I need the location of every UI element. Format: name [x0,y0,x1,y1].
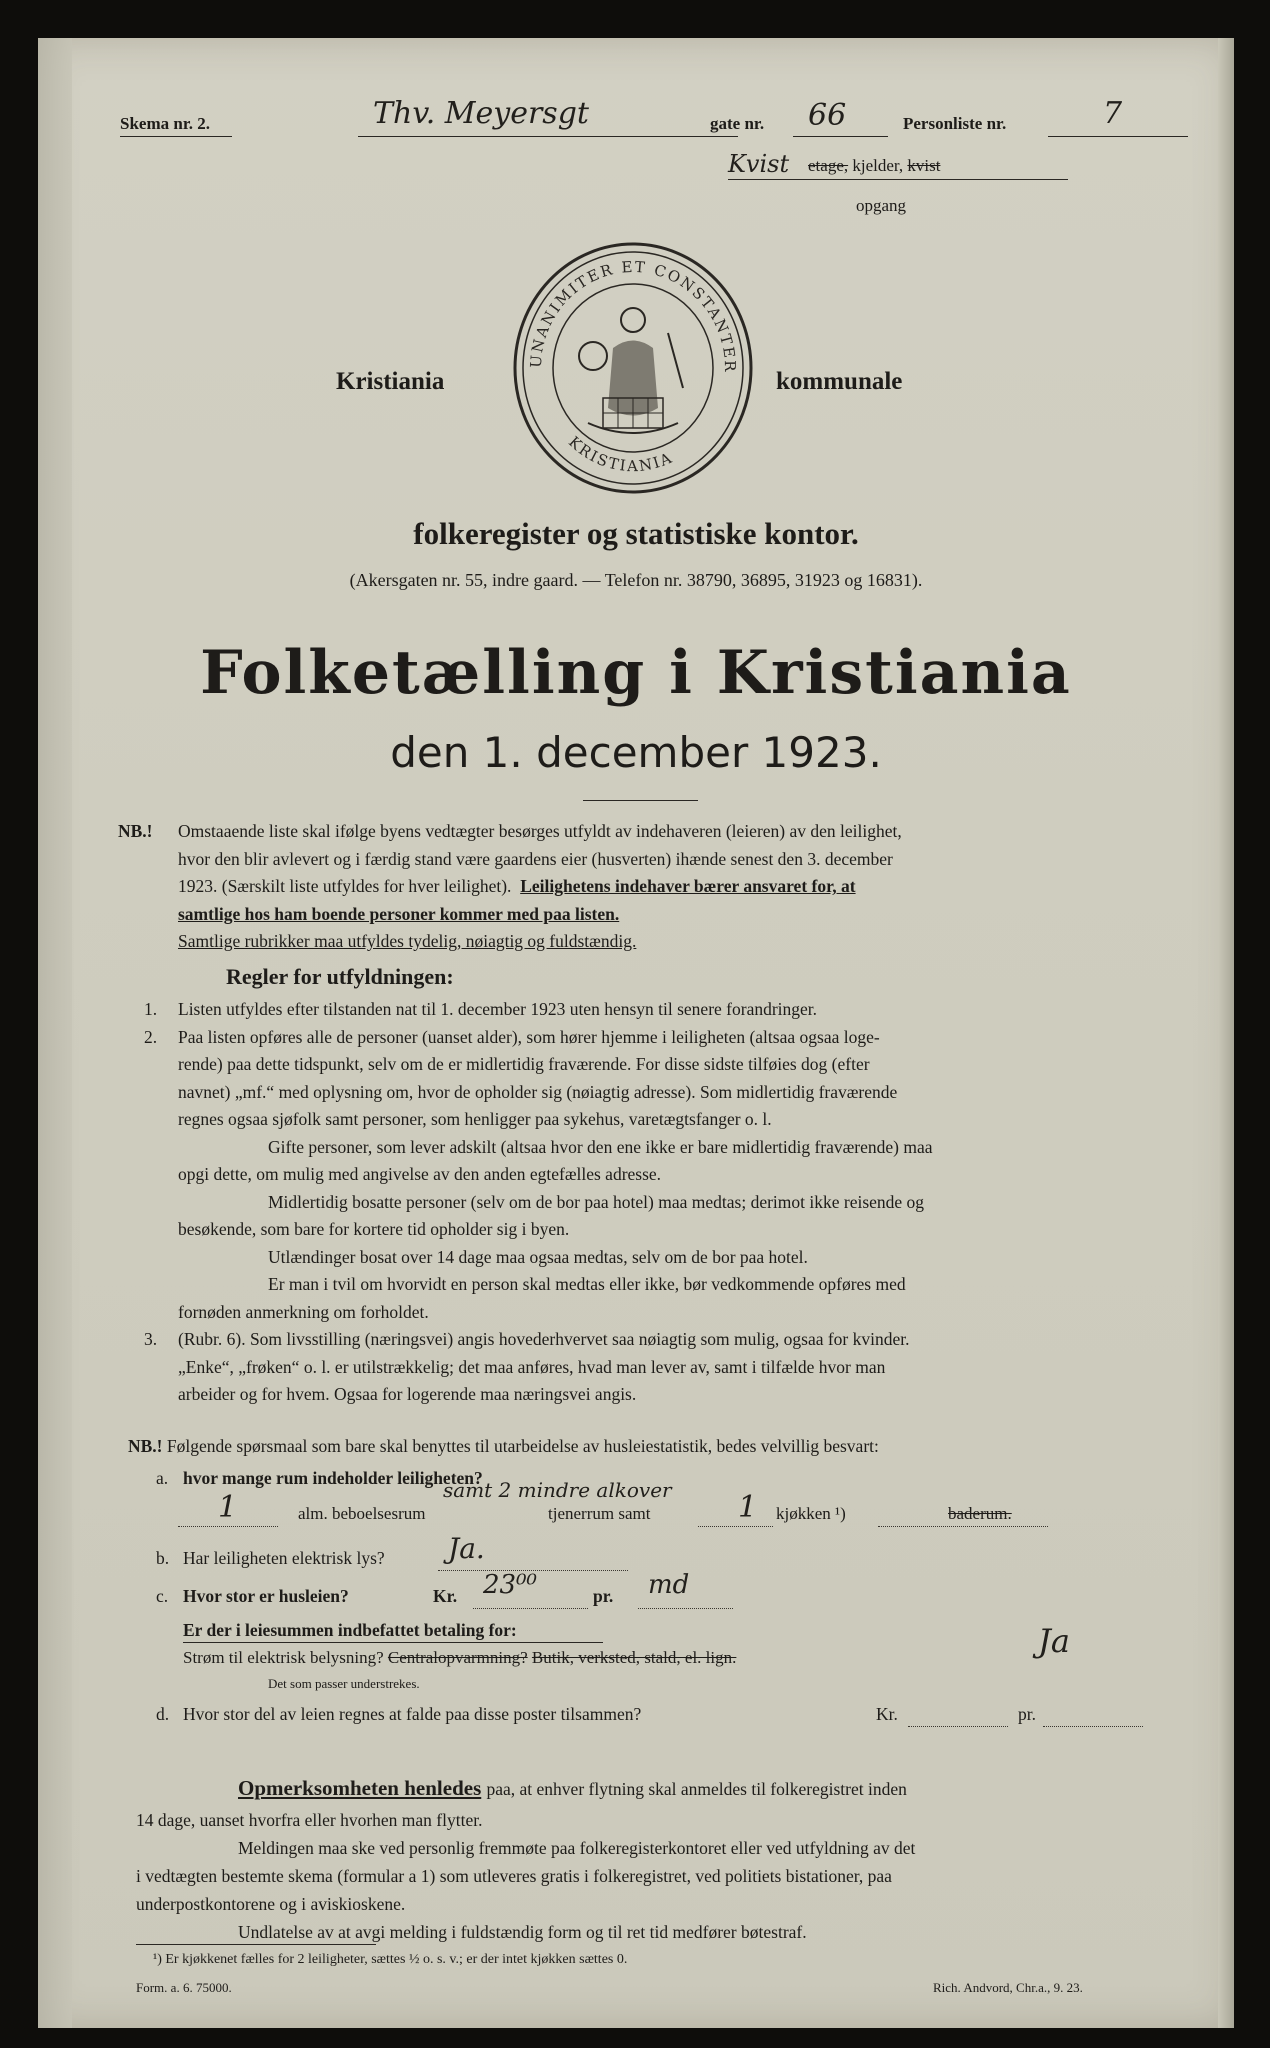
paper-edge-left [38,38,72,2028]
included-heading: Er der i leiesummen indbefattet betaling for: [183,1620,517,1640]
rules-list [144,996,1190,1409]
question-b-text: Har leiligheten elektrisk lys? [183,1548,385,1568]
included-shop-etc: Butik, verksted, stald, el. lign. [531,1648,737,1667]
census-form-page [38,38,1234,2028]
rules-line-text: Midlertidig bosatte personer (selv om de bor paa hotel) maa medtas; derimot ikke reisende og [268,1191,925,1212]
rules-line-text: opgi dette, om mulig med angivelse av den anden egtefælles adresse. [178,1164,662,1184]
rent-amount-line [473,1608,588,1609]
question-c-label: c. [156,1586,169,1606]
question-d-label: d. [156,1704,170,1724]
answer-a-rooms[interactable]: 1 [218,1490,238,1525]
rules-line-text: rende) paa dette tidspunkt, selv om de er midlertidig fraværende. For disse sidste tilføies dog (efter [178,1054,870,1074]
rules-line [144,1326,1190,1354]
rules-line [178,1051,1190,1079]
rules-line [178,1161,1190,1189]
rules-line [178,1189,1190,1217]
notice-heading: Opmerksomheten henledes [238,1776,482,1800]
floor-option-kvist: kvist [907,156,941,175]
rules-line-text: Er man i tvil om hvorvidt en person skal medtas eller ikke, bør vedkommende opføres med [268,1274,906,1294]
rules-line-text: arbeider og for hvem. Ogsaa for logerende maa næringsvei angis. [178,1384,637,1404]
answer-a-rooms-line [178,1526,278,1527]
notice-line-1: paa, at enhver flytning skal anmeldes til folkeregistret inden [486,1779,907,1799]
share-period-line [1043,1726,1143,1727]
nb1-bold-part-2: samtlige hos ham boende personer kommer med paa listen. [178,903,620,924]
rules-number: 2. [144,1026,158,1047]
nb1-bold-part-1: Leilighetens indehaver bærer ansvaret for, at [520,876,856,896]
floor-option-kjelder: kjelder, [852,156,904,175]
rules-line [178,1106,1190,1134]
question-b-label: b. [156,1548,170,1568]
seal-text-top: UNANIMITER ET CONSTANTER [526,257,740,374]
servant-rooms-label: tjenerrum samt [548,1504,651,1523]
rules-line-text: fornøden anmerkning om forholdet. [178,1301,429,1322]
rules-line-text: (Rubr. 6). Som livsstilling (næringsvei) angis hovederhvervet saa nøiagtig som mulig, ogsaa for kvinder. [178,1329,910,1349]
question-d-text: Hvor stor del av leien regnes at falde paa disse poster tilsammen? [183,1704,642,1724]
included-note: Det som passer understrekes. [268,1676,420,1691]
nb1-line-3 [178,873,1190,901]
nb2-label: NB.! [128,1436,163,1456]
rent-per-label: pr. [593,1586,614,1606]
nb1-label: NB.! [118,821,153,841]
bath-label: baderum. [948,1504,1012,1523]
form-number: Form. a. 6. 75000. [136,1980,232,1995]
rules-line-text: navnet) „mf.“ med oplysning om, hvor de opholder sig (nøiagtig adresse). Som midlertidig fraværende [178,1081,898,1102]
included-answer-handwritten[interactable]: Ja [1038,1622,1070,1660]
rent-kr-label: Kr. [433,1586,458,1606]
office-left-word: Kristiania [336,368,445,395]
nb1-section [118,818,1190,956]
floor-underline [728,179,1068,180]
rules-line-text: Listen utfyldes efter tilstanden nat til 1. december 1923 uten hensyn til senere forandringer. [178,999,818,1019]
nb1-line-2: hvor den blir avlevert og i færdig stand være gaardens eier (husverten) ihænde senest den 3. december [178,848,893,869]
floor-option-etage: etage, [808,156,849,175]
floor-handwritten[interactable]: Kvist [728,150,790,178]
included-electric: Strøm til elektrisk belysning? [183,1648,384,1667]
nb1-last-line: Samtlige rubrikker maa utfyldes tydelig, nøiagtig og fuldstændig. [178,931,637,951]
kristiania-seal-emblem [508,238,758,498]
question-c-text: Hvor stor er husleien? [183,1586,349,1606]
share-kr-label: Kr. [876,1704,898,1724]
question-a-label: a. [156,1468,169,1488]
nb2-intro: Følgende spørsmaal som bare skal benyttes til utarbeidelse av husleiestatistik, bedes velvillig besvart: [166,1436,879,1456]
share-per-label: pr. [1018,1704,1036,1724]
nb1-line-1: Omstaaende liste skal ifølge byens vedtægter besørges utfyldt av indehaveren (leieren) av den leilighet, [178,821,902,841]
bath-line [878,1526,1048,1527]
nb1-line-3-text: 1923. (Særskilt liste utfyldes for hver leilighet). [178,876,512,896]
floor-options [808,156,940,176]
rules-line [178,1299,1190,1327]
office-address: (Akersgaten nr. 55, indre gaard. — Telefon nr. 38790, 36895, 31923 og 16831). [349,570,923,590]
rules-line [178,1381,1190,1409]
printer-credit: Rich. Andvord, Chr.a., 9. 23. [933,1980,1083,1995]
notice-line-6: Undlatelse av at avgi melding i fuldstændig form og til ret tid medfører bøtestraf. [238,1922,807,1942]
street-underline [358,136,738,137]
opgang-label: opgang [856,196,907,215]
skema-label: Skema nr. 2. [120,114,211,133]
rules-line [178,1216,1190,1244]
rules-number: 1. [144,999,158,1019]
included-heading-underline [183,1642,603,1643]
skema-underline [120,136,232,137]
rules-line [178,1354,1190,1382]
rules-line [144,1024,1190,1052]
kitchen-label: kjøkken ¹) [776,1504,846,1523]
document-subtitle: den 1. december 1923. [390,728,882,777]
footnote: ¹) Er kjøkkenet fælles for 2 leiligheter, sættes ½ o. s. v.; er der intet kjøkken sættes 0. [153,1952,628,1967]
included-options-row [183,1648,736,1668]
rent-period-handwritten[interactable]: md [648,1570,690,1600]
rent-period-line [638,1608,733,1609]
included-central-heating: Centralopvarmning? [387,1648,528,1667]
personliste-label: Personliste nr. [903,114,1007,133]
office-name: folkeregister og statistiske kontor. [413,516,859,551]
seal-text-bottom: KRISTIANIA [565,432,676,476]
notice-line-4: i vedtægten bestemte skema (formular a 1) som utleveres gratis i folkeregistret, ved politiets bistationer, paa [136,1866,892,1886]
answer-b-handwritten[interactable]: Ja. [448,1532,485,1565]
document-title: Folketælling i Kristiania [200,638,1072,708]
rooms-label: alm. beboelsesrum [298,1504,426,1523]
footnote-rule [136,1944,376,1945]
rules-line [178,1079,1190,1107]
street-name-handwritten[interactable]: Thv. Meyersgt [373,96,589,131]
answer-a-extra-handwritten[interactable]: samt 2 mindre alkover [443,1478,672,1502]
question-a-text: hvor mange rum indeholder leiligheten? [183,1468,483,1488]
rules-line-text: regnes ogsaa sjøfolk samt personer, som henligger paa sykehus, varetægtsfanger o. l. [178,1109,772,1129]
notice-line-3: Meldingen maa ske ved personlig fremmøte paa folkeregisterkontoret eller ved utfyldning av det [238,1838,916,1858]
rules-line [178,1134,1190,1162]
answer-a-kitchen[interactable]: 1 [738,1490,758,1525]
gate-label: gate nr. [710,114,765,133]
notice-heading-row [238,1776,907,1801]
office-right-word: kommunale [776,368,903,395]
share-amount-line [908,1726,1008,1727]
rules-line [178,1244,1190,1272]
rules-line [178,1271,1190,1299]
rules-line-text: besøkende, som bare for kortere tid opholder sig i byen. [178,1219,570,1239]
rules-heading: Regler for utfyldningen: [226,964,454,989]
rent-amount-handwritten[interactable]: 23⁰⁰ [483,1570,537,1600]
gate-number-underline [793,136,888,137]
nb2-intro-row [128,1436,1188,1457]
rules-line-text: Gifte personer, som lever adskilt (altsaa hvor den ene ikke er bare midlertidig fraværende) maa [268,1136,933,1157]
notice-line-2: 14 dage, uanset hvorfra eller hvorhen man flytter. [136,1810,483,1830]
rules-number: 3. [144,1329,158,1349]
rules-line [144,996,1190,1024]
personliste-underline [1048,136,1188,137]
answer-a-kitchen-line [698,1526,773,1527]
personliste-number-handwritten[interactable]: 7 [1103,96,1123,131]
title-rule [583,800,698,801]
gate-number-handwritten[interactable]: 66 [808,98,847,133]
paper-edge-right [1218,38,1234,2028]
rules-line-text: „Enke“, „frøken“ o. l. er utilstrækkelig; det maa anføres, hvad man lever av, samt i tilfælde hvor man [178,1356,886,1377]
notice-line-5: underpostkontorene og i aviskioskene. [136,1894,406,1914]
rules-line-text: Utlændinger bosat over 14 dage maa ogsaa medtas, selv om de bor paa hotel. [268,1246,808,1267]
rules-line-text: Paa listen opføres alle de personer (uanset alder), som hører hjemme i leiligheten (altsaa ogsaa loge- [178,1026,880,1047]
